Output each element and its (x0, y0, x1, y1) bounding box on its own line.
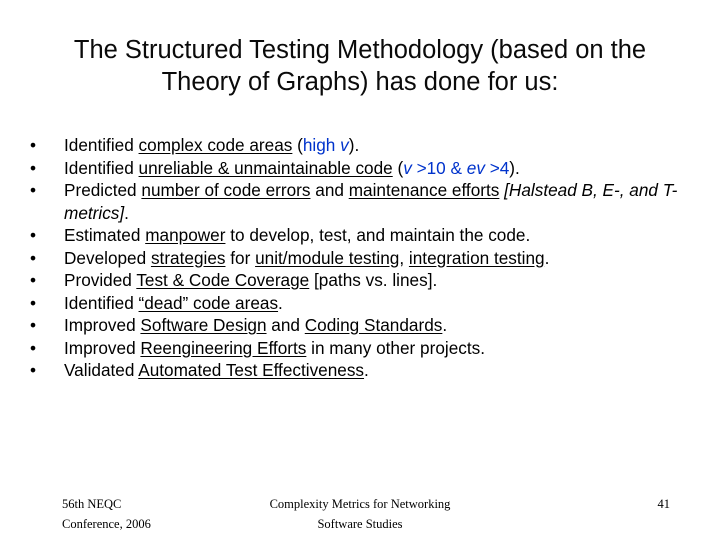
bullet-text: . (124, 202, 129, 223)
bullet-item (30, 179, 702, 224)
bullet-list (30, 134, 702, 382)
bullet-dot-icon: • (30, 180, 37, 200)
underlined-phrase: “dead” code areas (138, 292, 279, 313)
bullet-dot-icon: • (30, 270, 37, 290)
bullet-item (30, 134, 702, 157)
bullet-text: . (278, 292, 283, 313)
bullet-text: [paths vs. lines]. (309, 270, 438, 290)
bullet-text: and (310, 180, 349, 200)
highlight-variable: ev (466, 157, 485, 178)
bullet-text: ( (292, 135, 303, 155)
title-line-1: The Structured Testing Methodology (based on the (73, 36, 647, 64)
bullet-text: Identified (64, 157, 139, 178)
underlined-phrase: integration testing (408, 247, 545, 268)
bullet-item (30, 337, 702, 360)
bullet-text: ( (392, 157, 404, 178)
underlined-phrase: manpower (145, 225, 226, 245)
bullet-dot-icon: • (30, 315, 37, 335)
bullet-dot-icon: • (30, 360, 37, 380)
bullet-item (30, 314, 702, 337)
bullet-dot-icon: • (30, 247, 37, 268)
bullet-item (30, 157, 702, 180)
bullet-text: ). (348, 135, 360, 155)
footer-title-line-1: Complexity Metrics for Networking (269, 497, 451, 511)
bullet-item (30, 269, 702, 292)
underlined-phrase: strategies (150, 247, 226, 268)
highlight-variable: v (340, 135, 349, 155)
highlight-text: >10 & (411, 157, 467, 178)
bullet-dot-icon: • (30, 225, 37, 245)
page-number (630, 494, 670, 514)
underlined-phrase: Software Design (140, 315, 267, 335)
bullet-text: for (225, 247, 256, 268)
underlined-phrase: maintenance efforts (348, 180, 500, 200)
bullet-text: Provided (64, 270, 137, 290)
highlight-text: >4 (484, 157, 510, 178)
footer-presentation-title (240, 494, 480, 534)
underlined-phrase: Reengineering Efforts (140, 337, 307, 358)
bullet-text: Improved (64, 315, 141, 335)
title-line-2: Theory of Graphs) has done for us: (161, 68, 559, 96)
underlined-phrase: unit/module testing (255, 247, 400, 268)
bullet-item (30, 247, 702, 270)
bullet-text: Predicted (64, 180, 142, 200)
footer-conference-line-1: 56th NEQC (62, 497, 122, 511)
bullet-text: Estimated (64, 225, 146, 245)
bullet-text: to develop, test, and maintain the code. (225, 225, 531, 245)
underlined-phrase: Test & Code Coverage (136, 270, 310, 290)
bullet-text: and (266, 315, 305, 335)
slide-title (30, 34, 690, 98)
highlight-variable: v (403, 157, 412, 178)
bullet-dot-icon: • (30, 135, 37, 155)
underlined-phrase: number of code errors (141, 180, 311, 200)
bullet-item (30, 359, 702, 382)
bullet-text: Improved (64, 337, 141, 358)
bullet-dot-icon: • (30, 157, 37, 178)
bullet-text: ). (509, 157, 520, 178)
underlined-phrase: complex code areas (138, 135, 293, 155)
bullet-text: Validated (64, 360, 139, 380)
footer-title-line-2: Software Studies (317, 517, 403, 531)
bullet-text: Identified (64, 292, 139, 313)
bullet-text: in many other projects. (306, 337, 485, 358)
underlined-phrase: Automated Test Effectiveness (138, 360, 365, 380)
bullet-text: . (442, 315, 448, 335)
highlight-text: high (302, 135, 341, 155)
bullet-dot-icon: • (30, 292, 37, 313)
bullet-item (30, 292, 702, 315)
bullet-text: . (544, 247, 550, 268)
bullet-item (30, 224, 702, 247)
page-number-text: 41 (657, 497, 670, 511)
italic-phrase: [Halstead B, E-, and T-metrics] (64, 180, 678, 223)
bullet-text: . (364, 360, 369, 380)
bullet-dot-icon: • (30, 337, 37, 358)
bullet-text: Developed (64, 247, 151, 268)
underlined-phrase: Coding Standards (304, 315, 443, 335)
bullet-text: , (399, 247, 409, 268)
footer-conference-line-2: Conference, 2006 (62, 517, 151, 531)
underlined-phrase: unreliable & unmaintainable code (138, 157, 393, 178)
bullet-text: Identified (64, 135, 139, 155)
footer-conference (62, 494, 151, 534)
